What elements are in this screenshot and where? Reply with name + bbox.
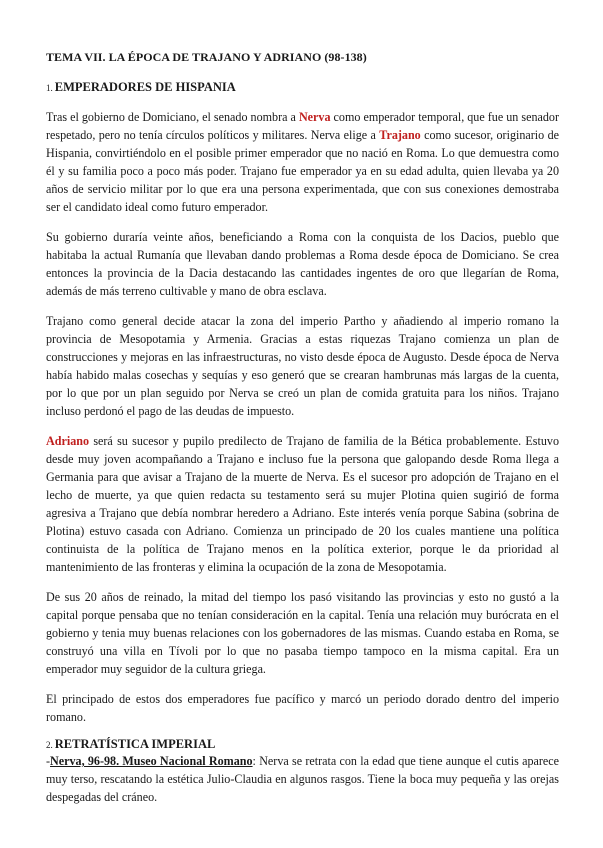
section-2-heading	[46, 737, 559, 752]
section-1-body	[46, 108, 559, 738]
label-colon: :	[252, 754, 256, 768]
section-2-number: 2.	[46, 740, 53, 750]
paragraph-4	[46, 432, 559, 576]
section-1-number: 1.	[46, 83, 53, 93]
paragraph-2: Su gobierno duraría veinte años, beneficiando a Roma con la conquista de los Dacios, pueblo que habitaba la actual Rumanía que llevaban dando problemas a Roma desde época de Domiciano. Se crea entonces la provincia de la Dacia destacando las cantidades ingentes de oro que llegarían de Roma, además de más terreno cultivable y mano de obra esclava.	[46, 230, 559, 298]
paragraph-1-text-a: Tras el gobierno de Domiciano, el senado nombra a	[46, 110, 299, 124]
trajano-highlight: Trajano	[379, 128, 421, 142]
paragraph-1	[46, 108, 559, 216]
paragraph-6: El principado de estos dos emperadores fue pacífico y marcó un periodo dorado dentro del imperio romano.	[46, 692, 559, 724]
portrait-label: Nerva, 96-98. Museo Nacional Romano	[50, 754, 253, 768]
section-2-heading-text: RETRATÍSTICA IMPERIAL	[54, 737, 216, 751]
nerva-highlight: Nerva	[298, 110, 331, 124]
portrait-item-nerva	[46, 752, 559, 806]
document-title: TEMA VII. LA ÉPOCA DE TRAJANO Y ADRIANO (98-138)	[46, 50, 367, 64]
paragraph-1-text-b: como emperador temporal, que fue un senador respetado, pero no tenía círculos políticos y militares. Nerva elige a	[46, 110, 559, 142]
paragraph-5: De sus 20 años de reinado, la mitad del tiempo los pasó visitando las provincias y esto no gustó a la capital porque pensaba que no tenían consideración en la capital. Tenía una relación muy burócrata en el gobierno y tenia muy buenas relaciones con los gobernadores de las mismas. Cuando estaba en Roma, se construyó una villa en Tívoli por lo que no pasaba tiempo tampoco en la misma capital. Era un emperador muy seguidor de la cultura griega.	[46, 590, 559, 676]
list-dash: -	[46, 754, 51, 768]
section-2	[46, 737, 559, 818]
paragraph-4-text: será su sucesor y pupilo predilecto de Trajano de familia de la Bética probablemente. Estuvo desde muy joven acompañando a Trajano e incluso fue la persona que galopando desde Roma llega a Germania para que avisar a Trajano de la muerte de Nerva. Es el sucesor pro adopción de Trajano en el lecho de muerte, ya que quien redacta su testamento será su mujer Plotina quien sugirió de forma agresiva a Trajano que debía nombrar heredero a Adriano. Este interés venía porque Sabina (sobrina de Plotina) estuvo casada con Adriano. Comienza un principado de 20 los cuales mantiene una política continuista de la política de Trajano menos en la política exterior, porque le da prioridad al mantenimiento de las fronteras y elimina la ocupación de la zona de Mesopotamia.	[46, 434, 559, 574]
paragraph-3: Trajano como general decide atacar la zona del imperio Partho y añadiendo al imperio romano la provincia de Mesopotamia y Armenia. Gracias a estas riquezas Trajano comienza un plan de construcciones y mejoras en las infraestructuras, no visto desde época de Augusto. Desde época de Nerva había habido malas cosechas y sequías y eso generó que se crearan hambrunas más largas de la cuenta, por lo que por un plan seguido por Nerva se creó un plan de comida gratuita para los niños. Trajano incluso perdonó el pago de las deudas de impuesto.	[46, 314, 559, 418]
section-1-heading	[46, 80, 236, 95]
paragraph-1-text-c: como sucesor, originario de Hispania, convirtiéndolo en el posible primer emperador que no nació en Roma. Lo que demuestra como él y su familia poco a poco más poder. Trajano fue emperador ya en su edad adulta, quien llevaba ya 20 años de servicio militar por lo que era una persona experimentada, que con sus conexiones demostraba ser el candidato ideal como futuro emperador.	[46, 128, 559, 214]
portrait-description: Nerva se retrata con la edad que tiene aunque el cutis aparece muy terso, rescatando la estética Julio-Claudia en algunos rasgos. Tiene la boca muy pequeña y las orejas despegadas del cráneo.	[46, 754, 559, 804]
adriano-highlight: Adriano	[46, 434, 90, 448]
section-1-heading-text: EMPERADORES DE HISPANIA	[54, 80, 236, 94]
